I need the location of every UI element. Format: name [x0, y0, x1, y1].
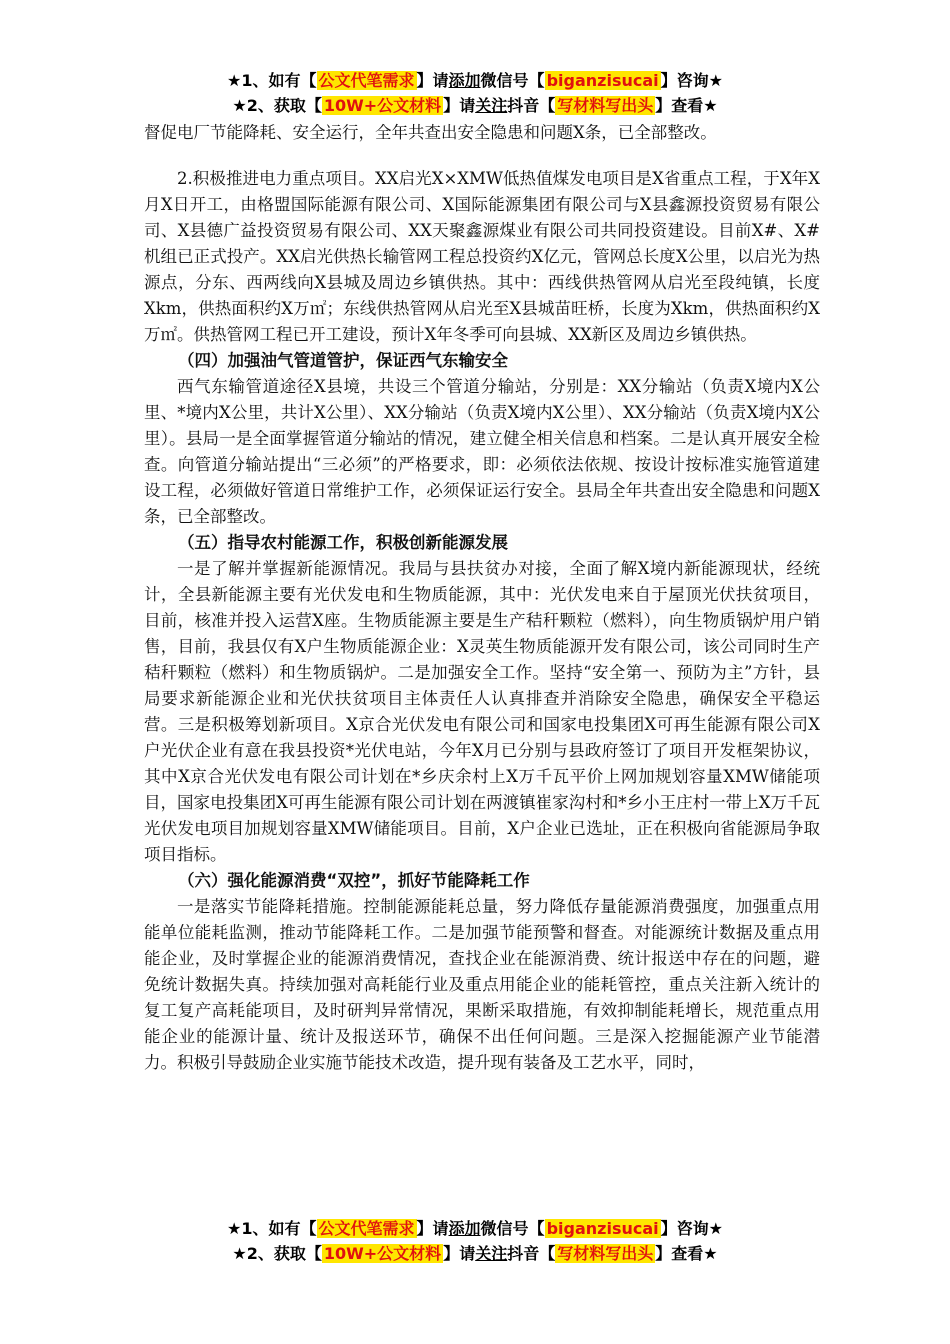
banner-highlight: 公文代笔需求 — [318, 71, 415, 90]
banner-text: 抖音【 — [507, 96, 556, 115]
paragraph: 督促电厂节能降耗、安全运行，全年共查出安全隐患和问题X条，已全部整改。 — [144, 123, 717, 142]
banner-text: 】咨询★ — [660, 1219, 723, 1238]
banner-highlight: 写材料写出头 — [557, 96, 654, 115]
banner-highlight: biganzisucai — [546, 71, 659, 90]
banner-text: 】咨询★ — [660, 71, 723, 90]
paragraph: 一是落实节能降耗措施。控制能源能耗总量，努力降低存量能源消费强度，加强重点用能单位能耗监测，推动节能降耗工作。二是加强节能预警和督查。对能源统计数据及重点用能企业，及时掌握企业的能源消费情况，查找企业在能源消费、统计报送中存在的问题，避免统计数据失真。持续加强对高耗能行业及重点用能企业的能耗管控，重点关注新入统计的复工复产高耗能项目，及时研判异常情况，果断采取措施，有效抑制能耗增长，规范重点用能企业的能源计量、统计及报送环节，确保不出任何问题。三是深入挖掘能源产业节能潜力。积极引导鼓励企业实施节能技术改造，提升现有装备及工艺水平，同时， — [144, 897, 820, 1072]
paragraph: 一是了解并掌握新能源情况。我局与县扶贫办对接，全面了解X境内新能源现状，经统计，全县新能源主要有光伏发电和生物质能源，其中：光伏发电来自于屋顶光伏扶贫项目，目前，核准并投入运营X座。生物质能源主要是生产秸秆颗粒（燃料），向生物质锅炉用户销售，目前，我县仅有X户生物质能源企业：X灵英生物质能源开发有限公司，该公司同时生产秸秆颗粒（燃料）和生物质锅炉。二是加强安全工作。坚持“安全第一、预防为主”方针，县局要求新能源企业和光伏扶贫项目主体责任人认真排查并消除安全隐患，确保安全平稳运营。三是积极筹划新项目。X京合光伏发电有限公司和国家电投集团X可再生能源有限公司X户光伏企业有意在我县投资*光伏电站，今年X月已分别与县政府签订了项目开发框架协议，其中X京合光伏发电有限公司计划在*乡庆余村上X万千瓦平价上网加规划容量XMW储能项目，国家电投集团X可再生能源有限公司计划在两渡镇崔家沟村和*乡小王庄村一带上X万千瓦光伏发电项目加规划容量XMW储能项目。目前，X户企业已选址，正在积极向省能源局争取项目指标。 — [144, 559, 820, 864]
banner-text: ★1、如有【 — [227, 1219, 317, 1238]
banner-text: 微信号【 — [480, 1219, 545, 1238]
banner-highlight: 10W+公文材料 — [323, 1244, 442, 1263]
banner-text: ★1、如有【 — [227, 71, 317, 90]
section-heading: （六）强化能源消费“双控”，抓好节能降耗工作 — [178, 871, 530, 890]
banner-text: 】查看★ — [655, 1244, 718, 1263]
banner-text: 】请 — [443, 1244, 476, 1263]
bottom-banner-line-2 — [0, 1243, 950, 1265]
section-heading: （四）加强油气管道管护，保证西气东输安全 — [178, 351, 508, 370]
banner-highlight: biganzisucai — [546, 1219, 659, 1238]
bottom-banner-line-1 — [0, 1218, 950, 1240]
banner-highlight: 公文代笔需求 — [318, 1219, 415, 1238]
banner-underlined: 关注 — [475, 96, 508, 115]
paragraph: 西气东输管道途径X县境，共设三个管道分输站，分别是：XX分输站（负责X境内X公里、*境内X公里，共计X公里）、XX分输站（负责X境内X公里）、XX分输站（负责X境内X公里）。县局一是全面掌握管道分输站的情况，建立健全相关信息和档案。二是认真开展安全检查。向管道分输站提出“三必须”的严格要求，即：必须依法依规、按设计按标准实施管道建设工程，必须做好管道日常维护工作，必须保证运行安全。县局全年共查出安全隐患和问题X条，已全部整改。 — [144, 377, 820, 526]
banner-text: 】请 — [416, 71, 449, 90]
top-banner-line-1 — [0, 70, 950, 92]
banner-underlined: 添加 — [448, 1219, 481, 1238]
banner-highlight: 10W+公文材料 — [323, 96, 442, 115]
banner-text: 】请 — [443, 96, 476, 115]
banner-text: 】请 — [416, 1219, 449, 1238]
document-body — [144, 120, 820, 1076]
section-heading: （五）指导农村能源工作，积极创新能源发展 — [178, 533, 508, 552]
banner-underlined: 关注 — [475, 1244, 508, 1263]
banner-underlined: 添加 — [448, 71, 481, 90]
paragraph: 2.积极推进电力重点项目。XX启光X×XMW低热值煤发电项目是X省重点工程，于X年X月X日开工，由格盟国际能源有限公司、X国际能源集团有限公司与X县鑫源投资贸易有限公司、X县德广益投资贸易有限公司、XX天聚鑫源煤业有限公司共同投资建设。目前X#、X#机组已正式投产。XX启光供热长输管网工程总投资约X亿元，管网总长度X公里，以启光为热源点，分东、西两线向X县城及周边乡镇供热。其中：西线供热管网从启光至段纯镇，长度Xkm，供热面积约X万㎡；东线供热管网从启光至X县城苗旺桥，长度为Xkm，供热面积约X万㎡。供热管网工程已开工建设，预计X年冬季可向县城、XX新区及周边乡镇供热。 — [144, 169, 820, 344]
top-banner-line-2 — [0, 95, 950, 117]
banner-text: ★2、获取【 — [232, 96, 322, 115]
banner-text: ★2、获取【 — [232, 1244, 322, 1263]
banner-highlight: 写材料写出头 — [557, 1244, 654, 1263]
banner-text: 微信号【 — [480, 71, 545, 90]
banner-text: 】查看★ — [655, 96, 718, 115]
paragraph-gap — [144, 146, 820, 166]
banner-text: 抖音【 — [507, 1244, 556, 1263]
